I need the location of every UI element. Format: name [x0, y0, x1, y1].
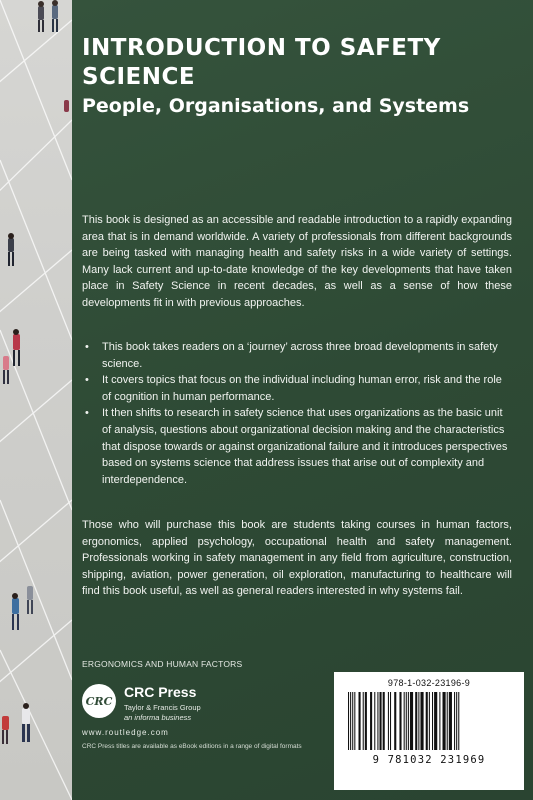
publisher-name: CRC Press: [124, 684, 197, 700]
barcode-icon: [346, 692, 512, 752]
series-name: ERGONOMICS AND HUMAN FACTORS: [82, 659, 243, 669]
barcode-bar: [370, 692, 372, 750]
feature-bullet-list: [82, 339, 512, 488]
barcode-bar: [410, 692, 413, 750]
barcode-bar: [443, 692, 446, 750]
barcode-bar: [350, 692, 351, 750]
barcode-bar: [388, 692, 389, 750]
isbn-number: 978-1-032-23196-9: [387, 678, 471, 688]
book-title: INTRODUCTION TO SAFETY SCIENCE: [82, 35, 441, 90]
barcode-bar: [426, 692, 428, 750]
barcode-bar: [447, 692, 448, 750]
bullet-item: • This book takes readers on a ‘journey’ across three broad developments in safety science.: [82, 339, 512, 372]
barcode-bar: [406, 692, 407, 750]
bullet-item: • It then shifts to research in safety science that uses organizations as the basic unit of analysis, questions about organizational decision making and the characteristics that dispose towards or against organizational failure and it introduces perspectives based on systems science that address issues that arise out of complexity and interdependence.: [82, 405, 512, 488]
barcode-bar: [404, 692, 405, 750]
isbn-barcode: [334, 672, 524, 790]
description-paragraph-1: This book is designed as an accessible and readable introduction to a rapidly expanding area that is in demand worldwide. A variety of professionals from different backgrounds are being tasked with managing health and safety risks in a wide variety of settings. Many lack current and up-to-date knowledge of the key developments that have taken place in Safety Science in recent decades, as well as a sense of how these developments fit in with previous approaches.: [82, 214, 512, 309]
barcode-bar: [456, 692, 457, 750]
barcode-bar: [377, 692, 378, 750]
bullet-item: • It covers topics that focus on the individual including human error, risk and the role of cognition in human performance.: [82, 372, 512, 405]
barcode-bar: [434, 692, 437, 750]
barcode-bar: [390, 692, 391, 750]
crc-logo-icon: CRC: [82, 684, 116, 718]
publisher-business: an informa business: [124, 713, 192, 722]
back-cover-panel: [72, 0, 533, 800]
barcode-bar: [399, 692, 401, 750]
book-subtitle: People, Organisations, and Systems: [82, 95, 470, 117]
barcode-bar: [352, 692, 353, 750]
barcode-bar: [458, 692, 459, 750]
barcode-bar: [449, 692, 452, 750]
barcode-bar: [354, 692, 355, 750]
barcode-bar: [363, 692, 364, 750]
barcode-digits: 9 781032 231969: [372, 754, 486, 766]
barcode-bar: [348, 692, 349, 750]
barcode-bar: [359, 692, 361, 750]
ebook-note: CRC Press titles are available as eBook editions in a range of digital formats: [82, 743, 302, 750]
barcode-bar: [429, 692, 430, 750]
barcode-bar: [383, 692, 385, 750]
barcode-bar: [418, 692, 419, 750]
publisher-logo: [82, 684, 322, 724]
barcode-bar: [394, 692, 396, 750]
publisher-url[interactable]: www.routledge.com: [82, 728, 169, 737]
barcode-bar: [432, 692, 433, 750]
barcode-bar: [415, 692, 417, 750]
barcode-bar: [365, 692, 367, 750]
publisher-group: Taylor & Francis Group: [124, 703, 201, 712]
pavement-people-photo: [0, 0, 72, 800]
description-paragraph-2: Those who will purchase this book are students taking courses in human factors, ergonomics, applied psychology, occupational health and safety management. Professionals working in safety management in any field from agriculture, construction, shipping, aviation, power generation, oil exploration, manufacturing to healthcare will find this book useful, as well as general readers interested in why systems fail.: [82, 519, 512, 598]
cover-photo-strip: [0, 0, 72, 800]
barcode-bar: [380, 692, 382, 750]
barcode-bar: [408, 692, 409, 750]
barcode-bar: [374, 692, 375, 750]
barcode-bar: [420, 692, 423, 750]
barcode-bar: [439, 692, 440, 750]
barcode-bar: [454, 692, 455, 750]
